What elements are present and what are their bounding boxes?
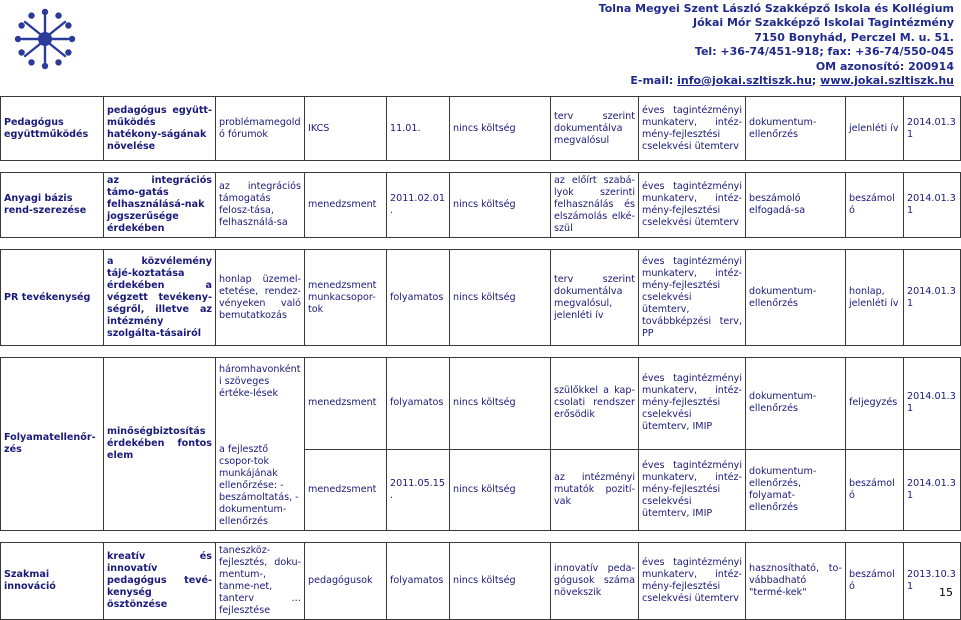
date-cell: 2014.01.31 bbox=[904, 449, 961, 530]
table-row bbox=[1, 250, 961, 346]
area-cell: Pedagógus együttműködés bbox=[1, 97, 104, 161]
document-cell: éves tagintézményi munkaterv, intéz-mény-fejlesztési cselekvési ütemterv, IMIP bbox=[639, 358, 746, 450]
header-line-4: Tel: +36-74/451-918; fax: +36-74/550-045 bbox=[694, 45, 954, 59]
responsible-cell: pedagógusok bbox=[305, 543, 387, 620]
goal-cell: minőségbiztosítás érdekében fontos elem bbox=[104, 358, 216, 531]
indicator-cell: terv szerint dokumentálva megvalósul, jelenléti ív bbox=[551, 250, 639, 346]
header-line-2: Jókai Mór Szakképző Iskolai Tagintézmény bbox=[693, 16, 954, 30]
header-line-1: Tolna Megyei Szent László Szakképző Iskola és Kollégium bbox=[598, 2, 954, 15]
proof-cell: beszámoló bbox=[846, 449, 904, 530]
deadline-cell: 2011.05.15. bbox=[387, 449, 450, 530]
row-gap bbox=[1, 238, 961, 250]
goal-cell: kreatív és innovatív pedagógus tevé-kenység ösztönzése bbox=[104, 543, 216, 620]
indicator-cell: szülőkkel a kap-csolati rendszer erősödik bbox=[551, 358, 639, 450]
proof-cell: beszámoló bbox=[846, 173, 904, 238]
activity-cell: honlap üzemel-etetése, rendez-vényeken való bemutatkozás bbox=[216, 250, 305, 346]
document-cell: éves tagintézményi munkaterv, intéz-mény-fejlesztési cselekvési ütemterv, továbbképzési terv, PP bbox=[639, 250, 746, 346]
control-cell: dokumentum-ellenőrzés bbox=[746, 97, 846, 161]
deadline-cell: folyamatos bbox=[387, 543, 450, 620]
table-row bbox=[1, 358, 961, 450]
activity-a: háromhavonkénti szöveges értéke-lések bbox=[219, 364, 301, 399]
row-gap bbox=[1, 531, 961, 543]
activity-cell: problémamegoldó fórumok bbox=[216, 97, 305, 161]
header-contact-line bbox=[534, 74, 954, 88]
responsible-cell: menedzsment bbox=[305, 173, 387, 238]
cost-cell: nincs költség bbox=[450, 543, 551, 620]
date-cell: 2014.01.31 bbox=[904, 250, 961, 346]
indicator-cell: terv szerint dokumentálva megvalósul bbox=[551, 97, 639, 161]
indicator-cell: az intézményi mutatók pozití-vak bbox=[551, 449, 639, 530]
proof-cell: beszámoló bbox=[846, 543, 904, 620]
indicator-cell: innovatív peda-gógusok száma növekszik bbox=[551, 543, 639, 620]
responsible-cell: menedzsment munkacsopor-tok bbox=[305, 250, 387, 346]
action-plan-table bbox=[0, 96, 961, 620]
responsible-cell: IKCS bbox=[305, 97, 387, 161]
area-cell: Folyamatellenőr-zés bbox=[1, 358, 104, 531]
goal-cell: a közvélemény tájé-koztatása érdekében a végzett tevékeny-ségről, illetve az intézmény szolgálta-tásairól bbox=[104, 250, 216, 346]
cost-cell: nincs költség bbox=[450, 250, 551, 346]
header-line-3: 7150 Bonyhád, Perczel M. u. 51. bbox=[754, 30, 954, 44]
responsible-cell: menedzsment bbox=[305, 449, 387, 530]
page-number: 15 bbox=[939, 586, 953, 599]
control-cell: hasznosítható, to-vábbadható "termé-kek" bbox=[746, 543, 846, 620]
table-row bbox=[1, 173, 961, 238]
date-cell: 2014.01.31 bbox=[904, 358, 961, 450]
control-cell: beszámoló elfogadá-sa bbox=[746, 173, 846, 238]
cost-cell: nincs költség bbox=[450, 173, 551, 238]
table-row bbox=[1, 97, 961, 161]
activity-cell: taneszköz-fejlesztés, doku-mentum-, tanme-net, tanterv … fejlesztése bbox=[216, 543, 305, 620]
responsible-cell: menedzsment bbox=[305, 358, 387, 450]
activity-cell: az integrációs támogatás felosz-tása, felhasználá-sa bbox=[216, 173, 305, 238]
cost-cell: nincs költség bbox=[450, 97, 551, 161]
document-cell: éves tagintézményi munkaterv, intéz-mény-fejlesztési cselekvési ütemterv bbox=[639, 543, 746, 620]
area-cell: Anyagi bázis rend-szerezése bbox=[1, 173, 104, 238]
website-link[interactable]: www.jokai.szltiszk.hu bbox=[820, 74, 954, 88]
activity-stack bbox=[219, 364, 301, 528]
email-link[interactable]: info@jokai.szltiszk.hu bbox=[677, 74, 812, 88]
control-cell: dokumentum-ellenőrzés bbox=[746, 358, 846, 450]
cost-cell: nincs költség bbox=[450, 449, 551, 530]
deadline-cell: 2011.02.01. bbox=[387, 173, 450, 238]
date-cell: 2013.10.31 bbox=[904, 543, 961, 620]
deadline-cell: folyamatos bbox=[387, 358, 450, 450]
proof-cell: feljegyzés bbox=[846, 358, 904, 450]
proof-cell: honlap, jelenléti ív bbox=[846, 250, 904, 346]
document-cell: éves tagintézményi munkaterv, intéz-mény-fejlesztési cselekvési ütemterv bbox=[639, 173, 746, 238]
table-row bbox=[1, 543, 961, 620]
goal-cell: pedagógus együtt-működés hatékony-ságának növelése bbox=[104, 97, 216, 161]
deadline-cell: folyamatos bbox=[387, 250, 450, 346]
school-header bbox=[534, 2, 954, 88]
document-cell: éves tagintézményi munkaterv, intéz-mény-fejlesztési cselekvési ütemterv bbox=[639, 97, 746, 161]
area-cell: PR tevékenység bbox=[1, 250, 104, 346]
contact-separator: ; bbox=[811, 74, 821, 88]
date-cell: 2014.01.31 bbox=[904, 173, 961, 238]
activity-b: a fejlesztő csopor-tok munkájának ellenőrzése: - beszámoltatás, -dokumentum-ellenőrzés bbox=[219, 444, 299, 527]
school-logo bbox=[8, 2, 82, 76]
proof-cell: jelenléti ív bbox=[846, 97, 904, 161]
deadline-cell: 11.01. bbox=[387, 97, 450, 161]
row-gap bbox=[1, 161, 961, 173]
goal-cell: az integrációs támo-gatás felhasználásá-nak jogszerűsége érdekében bbox=[104, 173, 216, 238]
date-cell: 2014.01.31 bbox=[904, 97, 961, 161]
control-cell: dokumentum-ellenőrzés bbox=[746, 250, 846, 346]
email-label: E-mail: bbox=[630, 74, 678, 88]
document-cell: éves tagintézményi munkaterv, intéz-mény-fejlesztési cselekvési ütemterv, IMIP bbox=[639, 449, 746, 530]
activity-cell bbox=[216, 358, 305, 531]
row-gap bbox=[1, 346, 961, 358]
cost-cell: nincs költség bbox=[450, 358, 551, 450]
area-cell: Szakmai innováció bbox=[1, 543, 104, 620]
header-line-5: OM azonosító: 200914 bbox=[815, 59, 954, 73]
control-cell: dokumentum-ellenőrzés, folyamat-ellenőrzés bbox=[746, 449, 846, 530]
indicator-cell: az előírt szabá-lyok szerinti felhasználás és elszámolás elké-szül bbox=[551, 173, 639, 238]
